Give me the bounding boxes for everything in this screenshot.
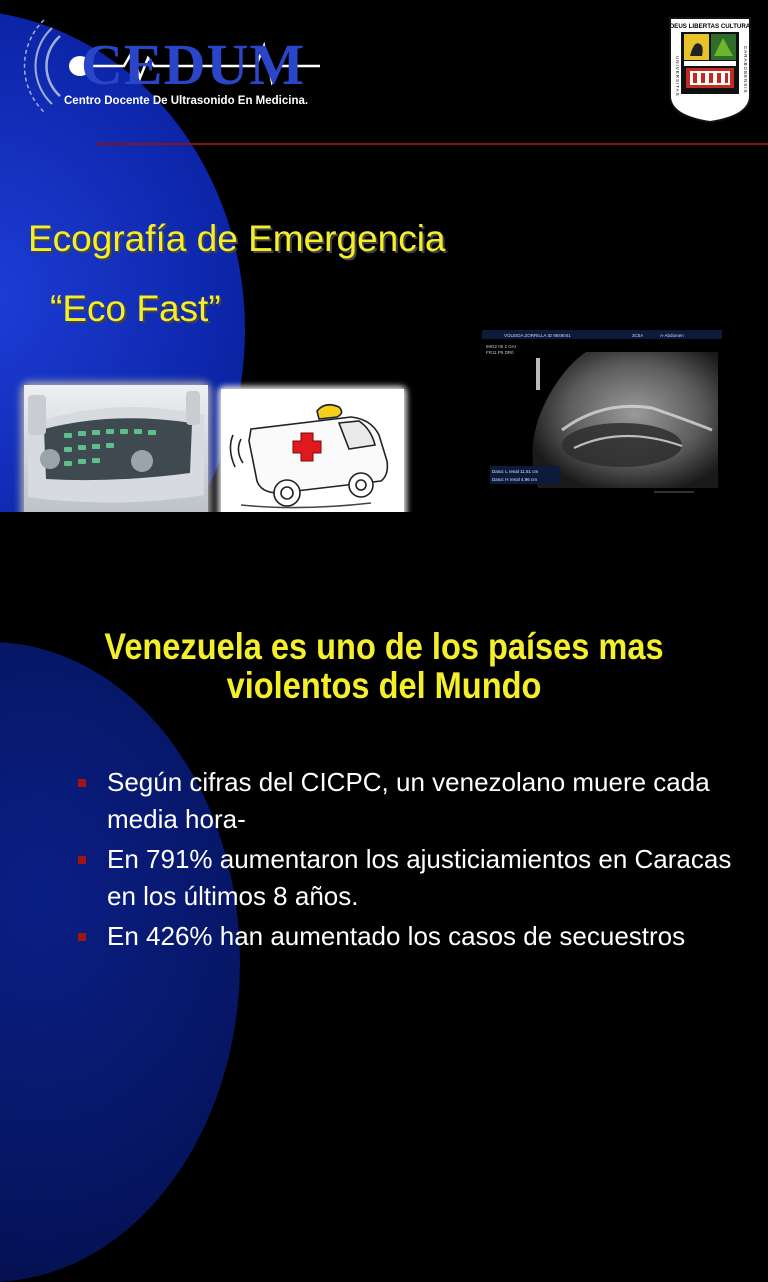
bullet-item: En 426% han aumentado los casos de secuestros: [78, 918, 758, 955]
bullet-list: [78, 764, 758, 958]
scan-measurement-1: Dana: L renal 11.51 cm: [492, 469, 539, 474]
scan-header-mid: 3C5A: [632, 333, 644, 338]
university-crest-icon: [668, 16, 752, 124]
ultrasound-scan-image: [482, 330, 722, 498]
bullet-item: Según cifras del CICPC, un venezolano muere cada media hora-: [78, 764, 758, 838]
crest-motto: DEUS LIBERTAS CULTURA: [669, 23, 751, 30]
svg-text:UNIVERSITAS: UNIVERSITAS: [675, 56, 680, 97]
scan-header-left: VOLEIDA ZORRILLA ID 9849041: [504, 333, 571, 338]
divider-line: [95, 143, 768, 145]
slide-heading: Venezuela es uno de los países mas violentos del Mundo: [104, 626, 664, 706]
ambulance-illustration: [221, 389, 404, 521]
ultrasound-machine-image: [24, 385, 208, 521]
slide-title: Ecografía de Emergencia: [28, 218, 446, 259]
blue-background-shape: [0, 642, 240, 1282]
scan-param-1: IMG2 IIII 2 GAI: [486, 344, 517, 349]
cedum-logo: [24, 14, 324, 114]
cedum-subtitle: Centro Docente De Ultrasonido En Medicina.: [64, 95, 309, 107]
svg-text:CARABOBENSIS: CARABOBENSIS: [743, 46, 748, 94]
cedum-logo-text: CEDUM: [81, 32, 306, 97]
slide-1: [0, 0, 768, 512]
bullet-item: En 791% aumentaron los ajusticiamientos en Caracas en los últimos 8 años.: [78, 841, 758, 915]
slide-subtitle: “Eco Fast”: [50, 288, 221, 329]
scan-param-2: FR11 P5 DR0: [486, 350, 514, 355]
slide-2: [0, 512, 768, 1024]
scan-header-right: A-Abdomen: [660, 333, 684, 338]
scan-measurement-2: Dana: H renal 4.96 cm: [492, 477, 538, 482]
